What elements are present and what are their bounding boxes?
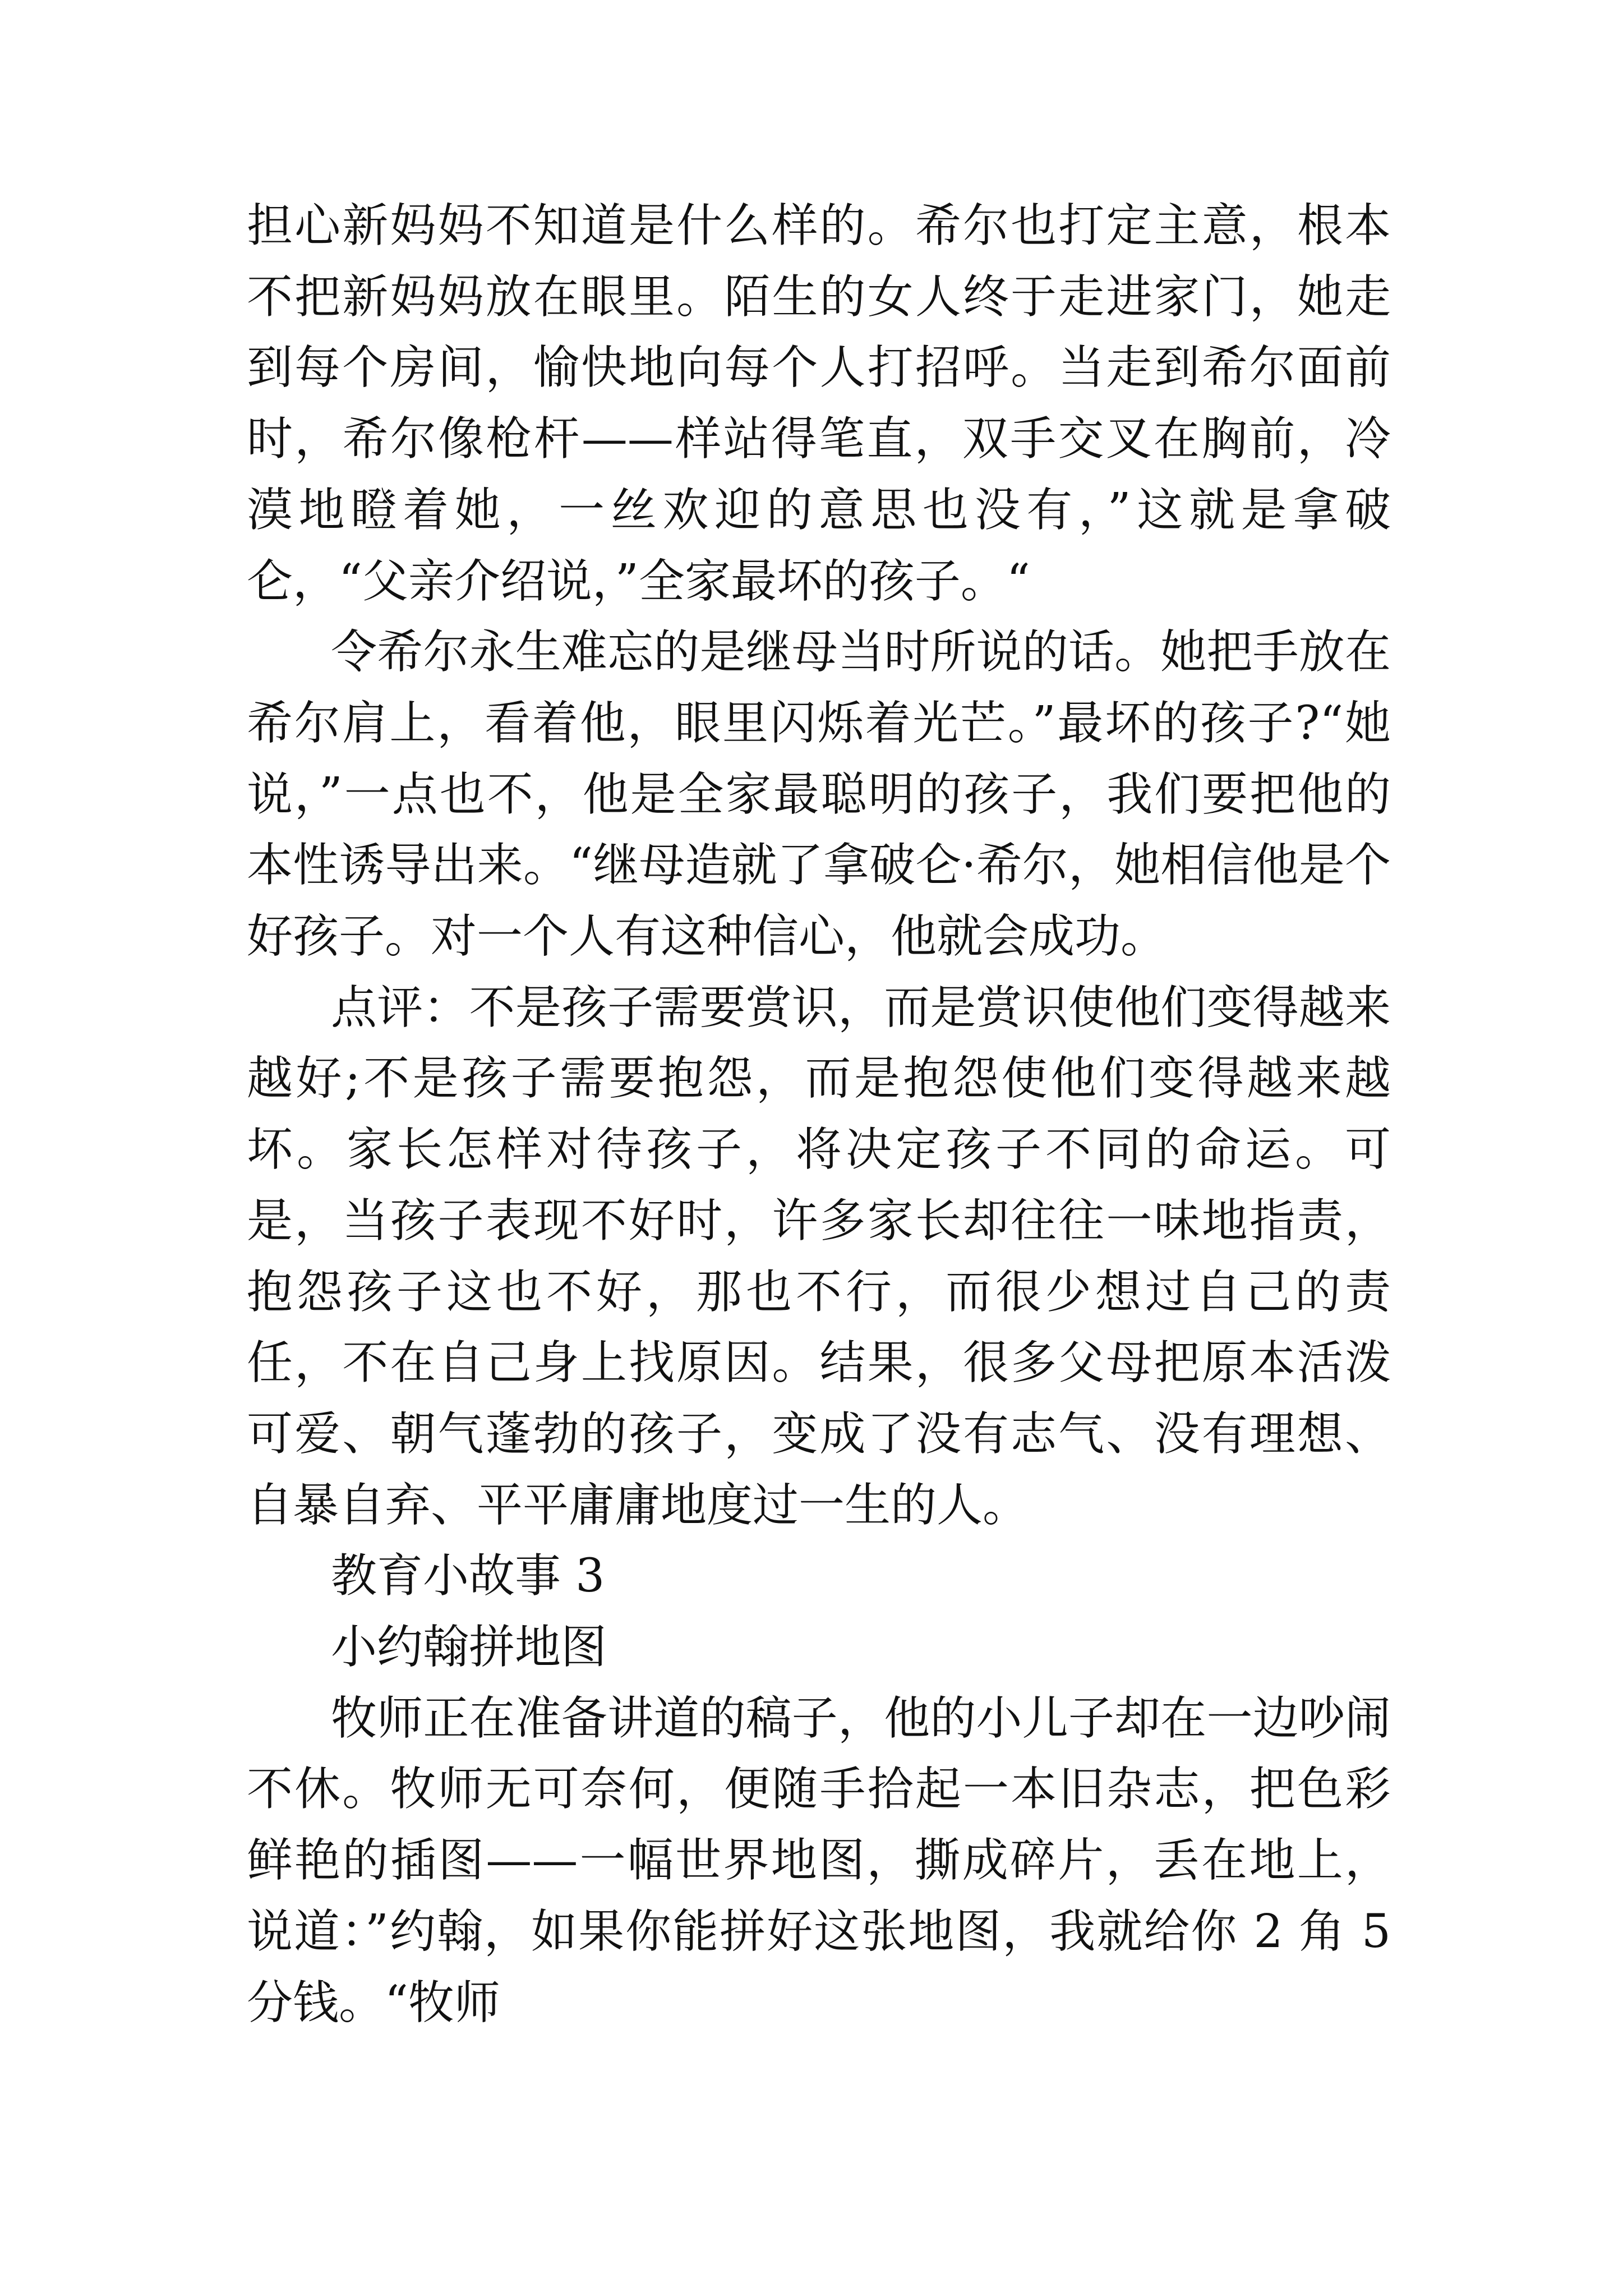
paragraph-hill-stepmother-arrival: 担心新妈妈不知道是什么样的。希尔也打定主意，根本不把新妈妈放在眼里。陌生的女人终于走进家门，她走到每个房间，愉快地向每个人打招呼。当走到希尔面前时，希尔像枪杆——样站得笔直，双手交叉在胸前，冷漠地瞪着她，一丝欢迎的意思也没有，”这就是拿破仑，“父亲介绍说，”全家最坏的孩子。“	[247, 199, 1391, 608]
story-title: 小约翰拼地图	[331, 1621, 607, 1674]
paragraph-stepmother-words: 令希尔永生难忘的是继母当时所说的话。她把手放在希尔肩上，看着他，眼里闪烁着光芒。”最坏的孩子?“她说，”一点也不，他是全家最聪明的孩子，我们要把他的本性诱导出来。“继母造就了拿破仑·希尔，她相信他是个好孩子。对一个人有这种信心，他就会成功。	[247, 625, 1391, 964]
document-body	[247, 191, 1391, 2039]
paragraph-commentary: 点评：不是孩子需要赏识，而是赏识使他们变得越来越好;不是孩子需要抱怨，而是抱怨使他们变得越来越坏。家长怎样对待孩子，将决定孩子不同的命运。可是，当孩子表现不好时，许多家长却往往一味地指责，抱怨孩子这也不好，那也不行，而很少想过自己的责任，不在自己身上找原因。结果，很多父母把原本活泼可爱、朝气蓬勃的孩子，变成了没有志气、没有理想、自暴自弃、平平庸庸地度过一生的人。	[247, 981, 1391, 1532]
section-heading-story-3: 教育小故事 3	[331, 1549, 605, 1603]
paragraph-pastor-map: 牧师正在准备讲道的稿子，他的小儿子却在一边吵闹不休。牧师无可奈何，便随手拾起一本旧杂志，把色彩鲜艳的插图——一幅世界地图，撕成碎片，丢在地上，说道：”约翰，如果你能拼好这张地图，我就给你 2 角 5 分钱。“牧师	[247, 1691, 1391, 2030]
